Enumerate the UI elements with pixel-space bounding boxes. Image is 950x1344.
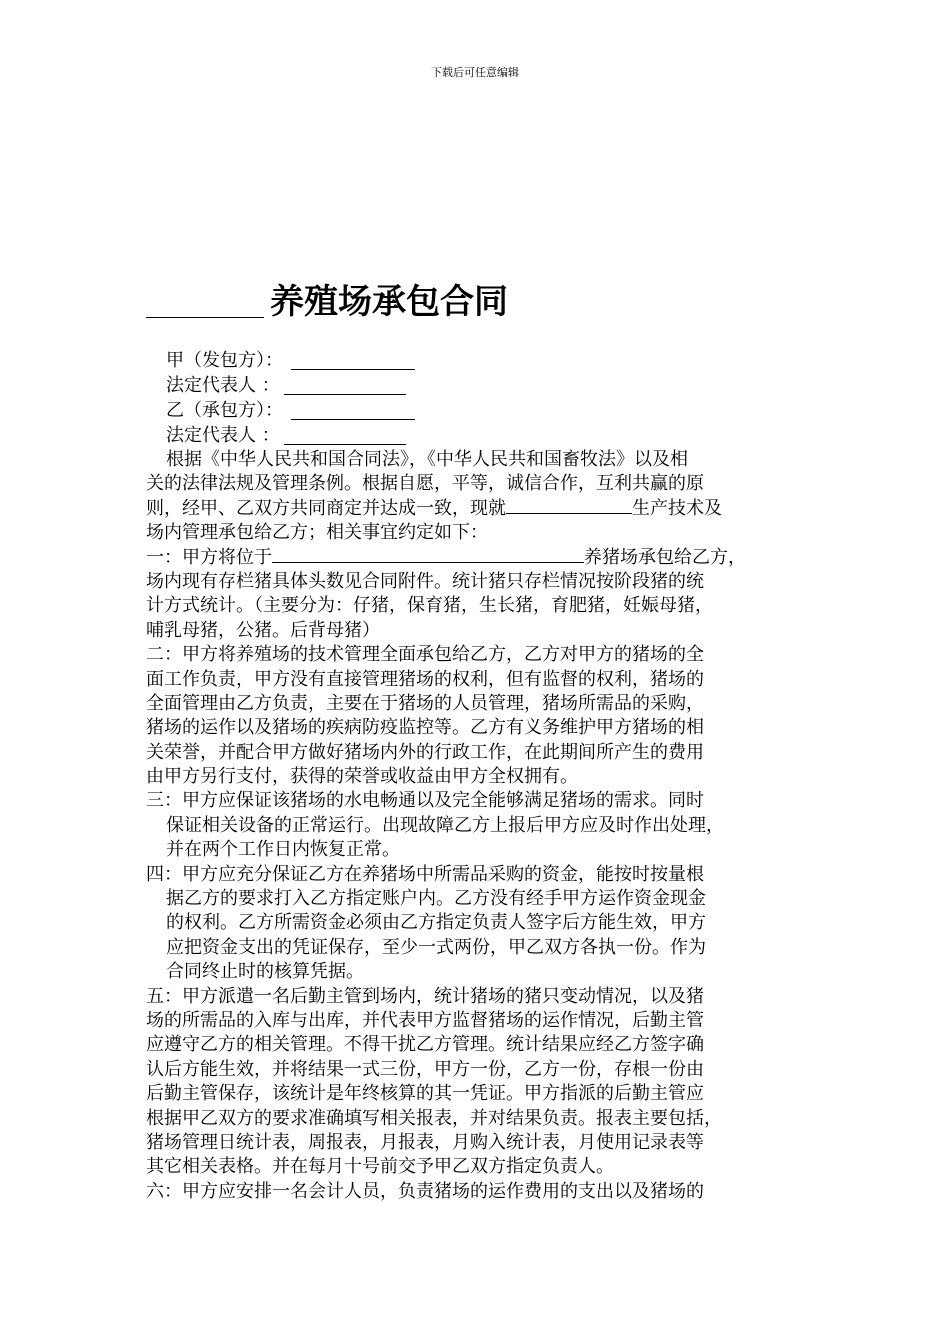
clause-3-line: 三：甲方应保证该猪场的水电畅通以及完全能够满足猪场的需求。同时 xyxy=(146,790,704,812)
party-b-rep-label: 法定代表人 ： xyxy=(166,425,280,446)
party-block xyxy=(166,348,415,448)
party-a-rep-label: 法定代表人 ： xyxy=(166,375,280,396)
clause-2-line: 猪场的运作以及猪场的疾病防疫监控等。乙方有义务维护甲方猪场的相 xyxy=(146,717,704,739)
document-title xyxy=(146,276,508,324)
title-text: 养殖场承包合同 xyxy=(270,282,508,322)
header-note: 下载后可任意编辑 xyxy=(431,66,519,79)
clause-5-line: 猪场管理日统计表，周报表，月报表，月购入统计表，月使用记录表等 xyxy=(146,1131,704,1153)
title-blank-line xyxy=(146,317,264,318)
clause-4-line: 应把资金支出的凭证保存，至少一式两份，甲乙双方各执一份。作为 xyxy=(166,936,706,958)
intro-line: 关的法律法规及管理条例。根据自愿，平等，诚信合作，互利共赢的原 xyxy=(146,473,704,495)
clause-5-line: 其它相关表格。并在每月十号前交予甲乙双方指定负责人。 xyxy=(146,1156,614,1178)
clause-2-line: 全面管理由乙方负责，主要在于猪场的人员管理，猪场所需品的采购， xyxy=(146,692,704,714)
clause-2-line: 由甲方另行支付，获得的荣誉或收益由甲方全权拥有。 xyxy=(146,766,578,788)
clause-2-line: 面工作负责，甲方没有直接管理猪场的权利，但有监督的权利，猪场的 xyxy=(146,668,704,690)
party-a-rep-blank xyxy=(284,376,406,395)
clause-2-line: 二：甲方将养殖场的技术管理全面承包给乙方，乙方对甲方的猪场的全 xyxy=(146,644,704,666)
clause-1-start: 一：甲方将位于 xyxy=(146,546,272,568)
clause-5-line: 认后方能生效，并将结果一式三份，甲方一份，乙方一份，存根一份由 xyxy=(146,1058,704,1080)
intro-line xyxy=(146,497,822,521)
contract-body xyxy=(146,448,822,1204)
clause-1-line: 哺乳母猪，公猪。后背母猪） xyxy=(146,619,380,641)
party-b-line xyxy=(166,398,415,423)
clause-1-line: 场内现有存栏猪具体头数见合同附件。统计猪只存栏情况按阶段猪的统 xyxy=(146,570,704,592)
party-b-rep-blank xyxy=(284,426,406,445)
clause-1-line: 计方式统计。（主要分为：仔猪，保育猪，生长猪，育肥猪，妊娠母猪， xyxy=(146,595,713,617)
location-blank xyxy=(272,546,584,563)
clause-4-line: 的权利。乙方所需资金必须由乙方指定负责人签字后方能生效，甲方 xyxy=(166,912,706,934)
intro-line-end: 生产技术及 xyxy=(632,497,722,519)
party-a-blank xyxy=(291,351,415,370)
party-a-label: 甲（发包方）： xyxy=(166,350,283,371)
clause-5-line: 后勤主管保存，该统计是年终核算的其一凭证。甲方指派的后勤主管应 xyxy=(146,1083,704,1105)
clause-1-line xyxy=(146,546,822,570)
clause-5-line: 五：甲方派遣一名后勤主管到场内，统计猪场的猪只变动情况，以及猪 xyxy=(146,985,704,1007)
clause-2-line: 关荣誉，并配合甲方做好猪场内外的行政工作，在此期间所产生的费用 xyxy=(146,741,704,763)
party-b-blank xyxy=(291,401,415,420)
intro-line: 根据《中华人民共和国合同法》，《中华人民共和国畜牧法》以及相 xyxy=(166,449,688,470)
clause-1-end: 养猪场承包给乙方， xyxy=(584,546,746,568)
intro-line-start: 则，经甲、乙双方共同商定并达成一致，现就 xyxy=(146,497,506,519)
clause-4-line: 据乙方的要求打入乙方指定账户内。乙方没有经手甲方运作资金现金 xyxy=(166,888,706,910)
party-b-rep-line xyxy=(166,423,415,448)
clause-6-line: 六：甲方应安排一名会计人员，负责猪场的运作费用的支出以及猪场的 xyxy=(146,1180,704,1202)
clause-5-line: 根据甲乙双方的要求准确填写相关报表，并对结果负责。报表主要包括， xyxy=(146,1107,722,1129)
clause-3-line: 并在两个工作日内恢复正常。 xyxy=(166,839,400,861)
clause-3-line: 保证相关设备的正常运行。出现故障乙方上报后甲方应及时作出处理， xyxy=(166,814,724,836)
clause-4-line: 合同终止时的核算凭据。 xyxy=(166,961,364,983)
party-a-line xyxy=(166,348,415,373)
clause-5-line: 应遵守乙方的相关管理。不得干扰乙方管理。统计结果应经乙方签字确 xyxy=(146,1034,704,1056)
party-a-rep-line xyxy=(166,373,415,398)
party-b-label: 乙（承包方）： xyxy=(166,400,283,421)
production-blank xyxy=(506,497,632,514)
clause-4-line: 四：甲方应充分保证乙方在养猪场中所需品采购的资金，能按时按量根 xyxy=(146,863,704,885)
intro-line: 场内管理承包给乙方；相关事宜约定如下： xyxy=(146,522,488,544)
clause-5-line: 场的所需品的入库与出库，并代表甲方监督猪场的运作情况，后勤主管 xyxy=(146,1009,704,1031)
